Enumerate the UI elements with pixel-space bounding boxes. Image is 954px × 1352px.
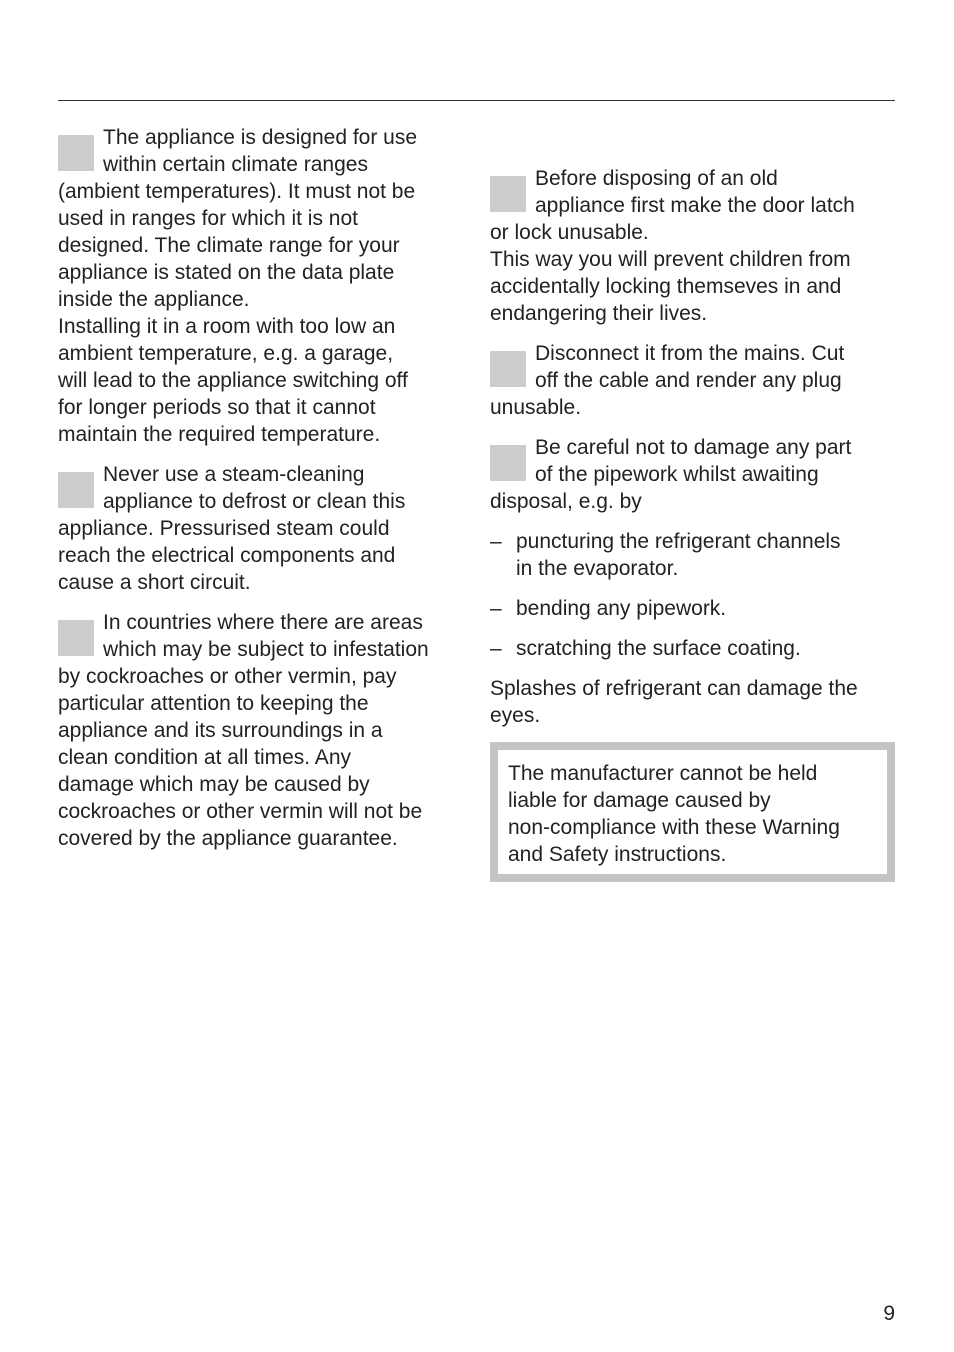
text-line: and Safety instructions.	[508, 843, 727, 866]
text-line: Installing it in a room with too low an	[58, 315, 396, 338]
page-number: 9	[883, 1302, 895, 1325]
dash-bullet: –	[490, 597, 502, 620]
text-line: unusable.	[490, 396, 582, 419]
text-line: non-compliance with these Warning	[508, 816, 840, 839]
text-line: The appliance is designed for use	[103, 126, 418, 149]
text-line: In countries where there are areas	[103, 611, 423, 634]
text-line: disposal, e.g. by	[490, 490, 642, 513]
text-line: or lock unusable.	[490, 221, 649, 244]
text-line: eyes.	[490, 704, 541, 727]
text-line: puncturing the refrigerant channels	[516, 530, 841, 553]
right-column	[490, 165, 895, 882]
text-line: which may be subject to infestation	[103, 638, 429, 661]
dash-bullet: –	[490, 637, 502, 660]
text-line: Splashes of refrigerant can damage the	[490, 677, 858, 700]
liability-notice-box	[490, 742, 895, 882]
text-line: This way you will prevent children from	[490, 248, 851, 271]
text-line: clean condition at all times. Any	[58, 746, 351, 769]
text-line: of the pipework whilst awaiting	[535, 463, 819, 486]
warning-square-icon	[490, 445, 526, 481]
climate-range-paragraph	[58, 124, 466, 448]
text-line: ambient temperature, e.g. a garage,	[58, 342, 394, 365]
text-line: appliance. Pressurised steam could	[58, 517, 390, 540]
text-line: within certain climate ranges	[103, 153, 368, 176]
text-line: covered by the appliance guarantee.	[58, 827, 398, 850]
text-line: The manufacturer cannot be held	[508, 762, 818, 785]
text-line: Never use a steam-cleaning	[103, 463, 365, 486]
left-column	[58, 124, 466, 865]
text-line: maintain the required temperature.	[58, 423, 381, 446]
text-line: inside the appliance.	[58, 288, 250, 311]
pipework-paragraph	[490, 434, 895, 515]
disconnect-paragraph	[490, 340, 895, 421]
text-line: for longer periods so that it cannot	[58, 396, 376, 419]
text-line: Before disposing of an old	[535, 167, 778, 190]
steam-cleaning-paragraph	[58, 461, 466, 596]
text-line: particular attention to keeping the	[58, 692, 369, 715]
warning-square-icon	[490, 176, 526, 212]
text-line: accidentally locking themseves in and	[490, 275, 842, 298]
warning-square-icon	[58, 620, 94, 656]
header-rule	[58, 100, 895, 101]
text-line: appliance to defrost or clean this	[103, 490, 406, 513]
dash-bullet: –	[490, 530, 502, 553]
text-line: off the cable and render any plug	[535, 369, 842, 392]
list-item	[490, 635, 895, 662]
text-line: reach the electrical components and	[58, 544, 396, 567]
text-line: will lead to the appliance switching off	[58, 369, 408, 392]
text-line: appliance and its surroundings in a	[58, 719, 383, 742]
text-line: appliance first make the door latch	[535, 194, 855, 217]
disposal-paragraph	[490, 165, 895, 327]
text-line: used in ranges for which it is not	[58, 207, 358, 230]
list-item	[490, 528, 895, 582]
vermin-paragraph	[58, 609, 466, 852]
text-line: (ambient temperatures). It must not be	[58, 180, 416, 203]
text-line: bending any pipework.	[516, 597, 727, 620]
text-line: designed. The climate range for your	[58, 234, 400, 257]
text-line: appliance is stated on the data plate	[58, 261, 395, 284]
text-line: damage which may be caused by	[58, 773, 370, 796]
splashes-paragraph	[490, 675, 895, 729]
text-line: by cockroaches or other vermin, pay	[58, 665, 397, 688]
list-item	[490, 595, 895, 622]
text-line: Be careful not to damage any part	[535, 436, 852, 459]
warning-square-icon	[58, 472, 94, 508]
text-line: Disconnect it from the mains. Cut	[535, 342, 845, 365]
text-line: liable for damage caused by	[508, 789, 771, 812]
warning-square-icon	[58, 135, 94, 171]
text-line: endangering their lives.	[490, 302, 708, 325]
text-line: in the evaporator.	[516, 557, 679, 580]
warning-square-icon	[490, 351, 526, 387]
text-line: cockroaches or other vermin will not be	[58, 800, 423, 823]
text-line: cause a short circuit.	[58, 571, 251, 594]
text-line: scratching the surface coating.	[516, 637, 801, 660]
